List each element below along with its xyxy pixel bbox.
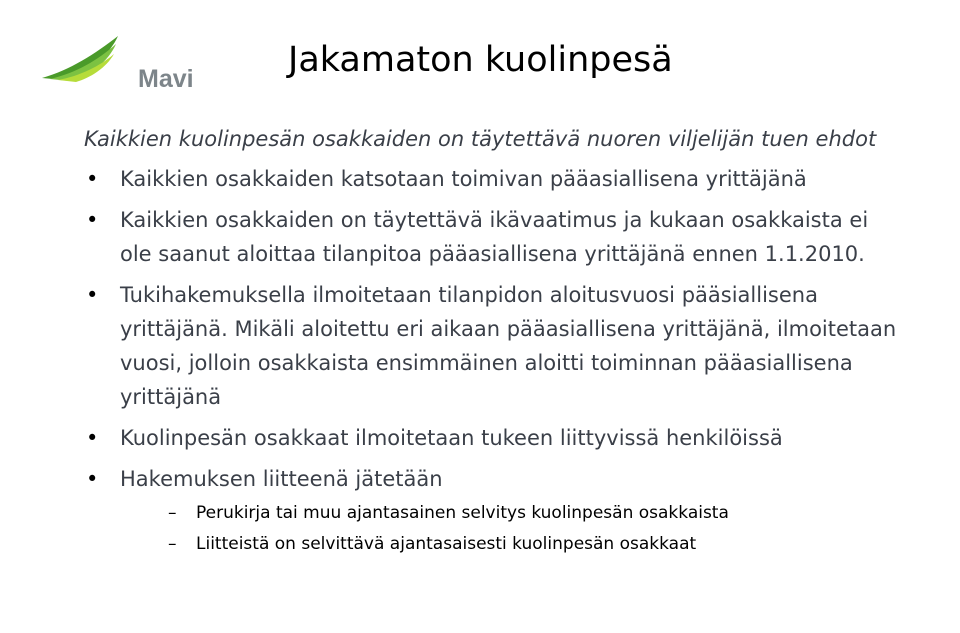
bullet-text: Kaikkien osakkaiden on täytettävä ikävaatimus ja kukaan osakkaista ei ole saanut aloittaa tilanpitoa pääasiallisena yrittäjänä ennen 1.1.2010. [120, 208, 869, 266]
bullet-text: Kaikkien osakkaiden katsotaan toimivan pääasiallisena yrittäjänä [120, 167, 807, 191]
mavi-logo [40, 32, 200, 92]
leaf-logo-icon [40, 32, 140, 92]
bullet-list [84, 162, 904, 558]
bullet-marker: • [86, 283, 99, 307]
logo-wordmark: Mavi [138, 65, 194, 93]
bullet-text: Kuolinpesän osakkaat ilmoitetaan tukeen liittyvissä henkilöissä [120, 426, 783, 450]
page-title: Jakamaton kuolinpesä [288, 40, 673, 80]
bullet-item [84, 421, 904, 455]
bullet-item [84, 162, 904, 196]
sub-item [120, 530, 904, 558]
bullet-item [84, 462, 904, 558]
bullet-item [84, 203, 904, 271]
sub-item-text: Perukirja tai muu ajantasainen selvitys kuolinpesän osakkaista [196, 503, 729, 523]
bullet-marker: • [86, 467, 99, 491]
bullet-item [84, 278, 904, 414]
bullet-marker: • [86, 426, 99, 450]
bullet-text: Tukihakemuksella ilmoitetaan tilanpidon aloitusvuosi pääsiallisena yrittäjänä. Mikäli aloitettu eri aikaan pääasiallisena yrittäjänä, ilmoitetaan vuosi, jolloin osakkaista ensimmäinen aloitti toiminnan pääasiallisena yrittäjänä [120, 283, 897, 409]
intro-text: Kaikkien kuolinpesän osakkaiden on täytettävä nuoren viljelijän tuen ehdot [84, 127, 877, 151]
dash-marker: – [168, 503, 177, 523]
slide-content [84, 122, 904, 558]
sub-item-text: Liitteistä on selvittävä ajantasaisesti kuolinpesän osakkaat [196, 534, 697, 554]
bullet-text: Hakemuksen liitteenä jätetään [120, 467, 443, 491]
sub-item [120, 499, 904, 527]
bullet-marker: • [86, 167, 99, 191]
bullet-marker: • [86, 208, 99, 232]
dash-marker: – [168, 534, 177, 554]
